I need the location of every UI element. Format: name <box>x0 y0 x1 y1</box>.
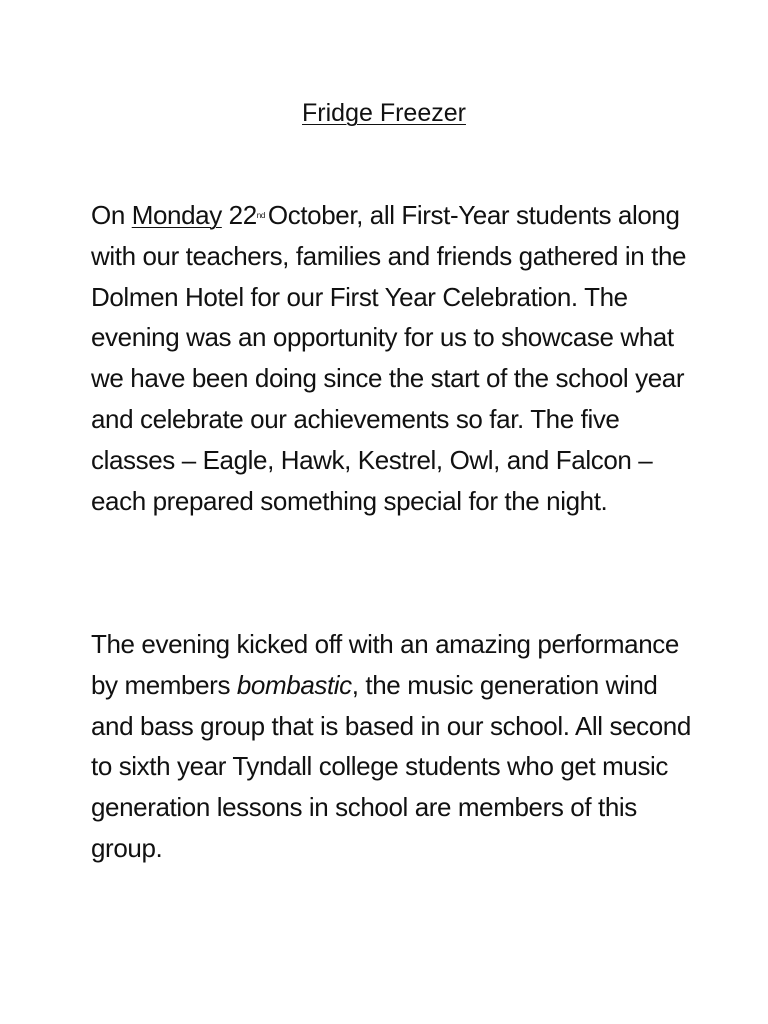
p2-after: , the music generation wind and bass group that is based in our school. All second to sixth year Tyndall college students who get music generation lessons in school are members of this group. <box>91 669 691 863</box>
p1-date-suffix: nd <box>256 211 265 220</box>
p1-date-number: 22 <box>221 200 257 230</box>
document-title <box>0 96 768 130</box>
paragraph-performance <box>91 624 691 869</box>
p1-day: Monday <box>131 200 222 230</box>
p2-band-name: bombastic <box>236 669 352 700</box>
paragraph-celebration <box>91 195 691 521</box>
p1-prefix: On <box>91 200 132 230</box>
p1-body: October, all First-Year students along with our teachers, families and friends gathered in the Dolmen Hotel for our First Year Celebration. The evening was an opportunity for us to showcase what we have been doing since the start of the school year and celebrate our achievements so far. The five classes – Eagle, Hawk, Kestrel, Owl, and Falcon – each prepared something special for the night. <box>91 200 687 516</box>
title-text: Fridge Freezer <box>302 99 466 127</box>
p2-before: The evening kicked off with an amazing performance by members <box>91 629 679 700</box>
